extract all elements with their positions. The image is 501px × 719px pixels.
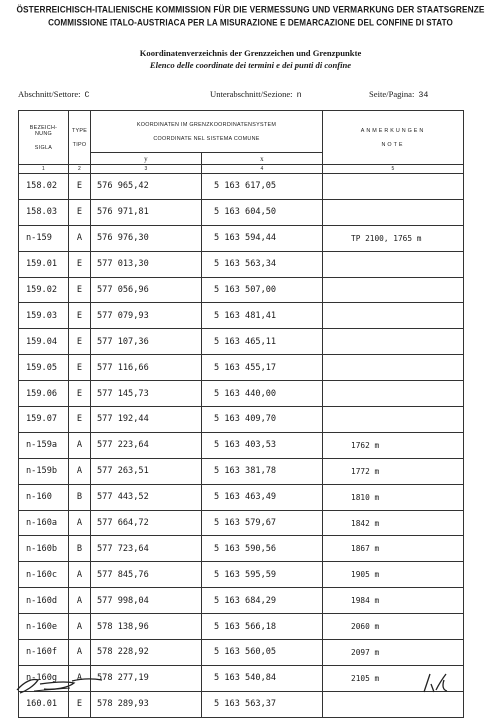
note — [323, 381, 464, 407]
coordinate-y: 577 998,04 — [91, 588, 202, 614]
subsection-value: n — [296, 90, 302, 100]
point-id: 159.01 — [19, 251, 69, 277]
point-type: E — [69, 329, 91, 355]
coordinate-y: 577 107,36 — [91, 329, 202, 355]
coordinate-y: 577 116,66 — [91, 355, 202, 381]
note — [323, 329, 464, 355]
point-id: n-159b — [19, 458, 69, 484]
page-field — [369, 89, 428, 100]
coordinate-x: 5 163 604,50 — [202, 199, 323, 225]
coordinate-y: 577 192,44 — [91, 407, 202, 433]
table-row — [19, 562, 464, 588]
coordinate-x: 5 163 409,70 — [202, 407, 323, 433]
coordinate-x: 5 163 684,29 — [202, 588, 323, 614]
coordinate-y: 576 976,30 — [91, 225, 202, 251]
table-row — [19, 199, 464, 225]
point-id: 159.06 — [19, 381, 69, 407]
note: 1772 m — [323, 458, 464, 484]
table-row — [19, 458, 464, 484]
note — [323, 355, 464, 381]
point-id: n-160e — [19, 614, 69, 640]
coordinate-y: 577 079,93 — [91, 303, 202, 329]
point-id: n-160g — [19, 665, 69, 691]
coordinate-y: 578 289,93 — [91, 691, 202, 717]
coordinate-x: 5 163 590,56 — [202, 536, 323, 562]
coordinate-y: 577 443,52 — [91, 484, 202, 510]
note: 1842 m — [323, 510, 464, 536]
point-type: A — [69, 458, 91, 484]
coordinate-table — [18, 110, 464, 718]
coordinate-y: 577 723,64 — [91, 536, 202, 562]
point-type: E — [69, 381, 91, 407]
table-row — [19, 355, 464, 381]
header-y: y — [91, 153, 202, 165]
coordinate-x: 5 163 563,34 — [202, 251, 323, 277]
coordinate-x: 5 163 465,11 — [202, 329, 323, 355]
note — [323, 199, 464, 225]
coordinate-x: 5 163 579,67 — [202, 510, 323, 536]
point-type: E — [69, 303, 91, 329]
table-row — [19, 510, 464, 536]
coordinate-y: 576 965,42 — [91, 174, 202, 200]
point-type: A — [69, 665, 91, 691]
coordinate-x: 5 163 617,05 — [202, 174, 323, 200]
coordinate-y: 577 056,96 — [91, 277, 202, 303]
table-row — [19, 251, 464, 277]
note: 1762 m — [323, 432, 464, 458]
point-id: n-160a — [19, 510, 69, 536]
coordinate-y: 577 664,72 — [91, 510, 202, 536]
coordinate-x: 5 163 566,18 — [202, 614, 323, 640]
point-id: n-159 — [19, 225, 69, 251]
coordinate-y: 576 971,81 — [91, 199, 202, 225]
table-row — [19, 588, 464, 614]
point-type: A — [69, 562, 91, 588]
coordinate-x: 5 163 540,84 — [202, 665, 323, 691]
point-type: A — [69, 640, 91, 666]
header-x: x — [202, 153, 323, 165]
header-coordinates: KOORDINATEN IM GRENZKOORDINATENSYSTEM COORDINATE NEL SISTEMA COMUNE — [91, 111, 323, 153]
coordinate-x: 5 163 481,41 — [202, 303, 323, 329]
coordinate-y: 578 277,19 — [91, 665, 202, 691]
note: 2060 m — [323, 614, 464, 640]
table-row — [19, 277, 464, 303]
point-id: n-160b — [19, 536, 69, 562]
note: 1984 m — [323, 588, 464, 614]
point-id: 159.03 — [19, 303, 69, 329]
header-notes: ANMERKUNGEN NOTE — [323, 111, 464, 165]
note — [323, 407, 464, 433]
coordinate-y: 578 138,96 — [91, 614, 202, 640]
coordinate-rows — [19, 174, 464, 718]
table-row — [19, 432, 464, 458]
coordinate-x: 5 163 595,59 — [202, 562, 323, 588]
coordinate-y: 577 223,64 — [91, 432, 202, 458]
point-type: E — [69, 407, 91, 433]
table-row — [19, 329, 464, 355]
point-id: 159.05 — [19, 355, 69, 381]
point-type: A — [69, 614, 91, 640]
point-id: 158.02 — [19, 174, 69, 200]
point-id: 159.07 — [19, 407, 69, 433]
coordinate-x: 5 163 381,78 — [202, 458, 323, 484]
note: 1905 m — [323, 562, 464, 588]
point-type: E — [69, 174, 91, 200]
page-number: 34 — [418, 90, 429, 100]
point-type: E — [69, 251, 91, 277]
point-type: A — [69, 225, 91, 251]
column-number: 4 — [202, 165, 323, 174]
point-id: 160.01 — [19, 691, 69, 717]
coordinate-y: 578 228,92 — [91, 640, 202, 666]
note — [323, 174, 464, 200]
point-id: n-160d — [19, 588, 69, 614]
document-title-it: Elenco delle coordinate dei termini e dei punti di confine — [149, 60, 352, 70]
point-type: E — [69, 355, 91, 381]
note — [323, 277, 464, 303]
page-label: Seite/Pagina: — [369, 89, 415, 99]
point-id: n-159a — [19, 432, 69, 458]
note: 1867 m — [323, 536, 464, 562]
table-row — [19, 536, 464, 562]
point-type: B — [69, 484, 91, 510]
table-row — [19, 174, 464, 200]
note — [323, 251, 464, 277]
column-number: 2 — [69, 165, 91, 174]
subsection-label: Unterabschnitt/Sezione: — [210, 89, 293, 99]
table-row — [19, 303, 464, 329]
table-row — [19, 640, 464, 666]
note: 1810 m — [323, 484, 464, 510]
coordinate-y: 577 145,73 — [91, 381, 202, 407]
signature-left — [14, 672, 114, 696]
note — [323, 303, 464, 329]
commission-header-de: ÖSTERREICHISCH-ITALIENISCHE KOMMISSION FÜR DIE VERMESSUNG UND VERMARKUNG DER STAATSGRENZE — [16, 3, 485, 15]
note: 2105 m — [323, 665, 464, 691]
coordinate-x: 5 163 560,05 — [202, 640, 323, 666]
coordinate-x: 5 163 563,37 — [202, 691, 323, 717]
point-id: n-160f — [19, 640, 69, 666]
coordinate-x: 5 163 455,17 — [202, 355, 323, 381]
section-value: C — [84, 90, 90, 100]
point-id: 159.04 — [19, 329, 69, 355]
table-row — [19, 381, 464, 407]
coordinate-x: 5 163 507,00 — [202, 277, 323, 303]
note: 2097 m — [323, 640, 464, 666]
column-number: 1 — [19, 165, 69, 174]
column-number: 5 — [323, 165, 464, 174]
point-id: 158.03 — [19, 199, 69, 225]
coordinate-x: 5 163 463,49 — [202, 484, 323, 510]
note: TP 2100, 1765 m — [323, 225, 464, 251]
coordinate-x: 5 163 594,44 — [202, 225, 323, 251]
coordinate-y: 577 845,76 — [91, 562, 202, 588]
commission-header-it: COMMISSIONE ITALO-AUSTRIACA PER LA MISURAZIONE E DEMARCAZIONE DEL CONFINE DI STATO — [48, 17, 453, 28]
coordinate-y: 577 013,30 — [91, 251, 202, 277]
point-type: E — [69, 199, 91, 225]
point-id: n-160 — [19, 484, 69, 510]
table-row — [19, 225, 464, 251]
coordinate-x: 5 163 403,53 — [202, 432, 323, 458]
point-type: A — [69, 510, 91, 536]
point-type: A — [69, 432, 91, 458]
point-id: 159.02 — [19, 277, 69, 303]
coordinate-x: 5 163 440,00 — [202, 381, 323, 407]
table-row — [19, 484, 464, 510]
section-label: Abschnitt/Settore: — [18, 89, 81, 99]
header-type: TYPE TIPO — [69, 111, 91, 165]
point-type: E — [69, 691, 91, 717]
point-type: A — [69, 588, 91, 614]
table-row — [19, 407, 464, 433]
point-id: n-160c — [19, 562, 69, 588]
column-number: 3 — [91, 165, 202, 174]
signature-right — [418, 670, 452, 696]
section-field — [18, 89, 90, 100]
table-row — [19, 614, 464, 640]
header-designation: BEZEICH- NUNG SIGLA — [19, 111, 69, 165]
coordinate-y: 577 263,51 — [91, 458, 202, 484]
document-title-de: Koordinatenverzeichnis der Grenzzeichen und Grenzpunkte — [139, 48, 362, 58]
point-type: B — [69, 536, 91, 562]
point-type: E — [69, 277, 91, 303]
subsection-field — [210, 89, 302, 100]
